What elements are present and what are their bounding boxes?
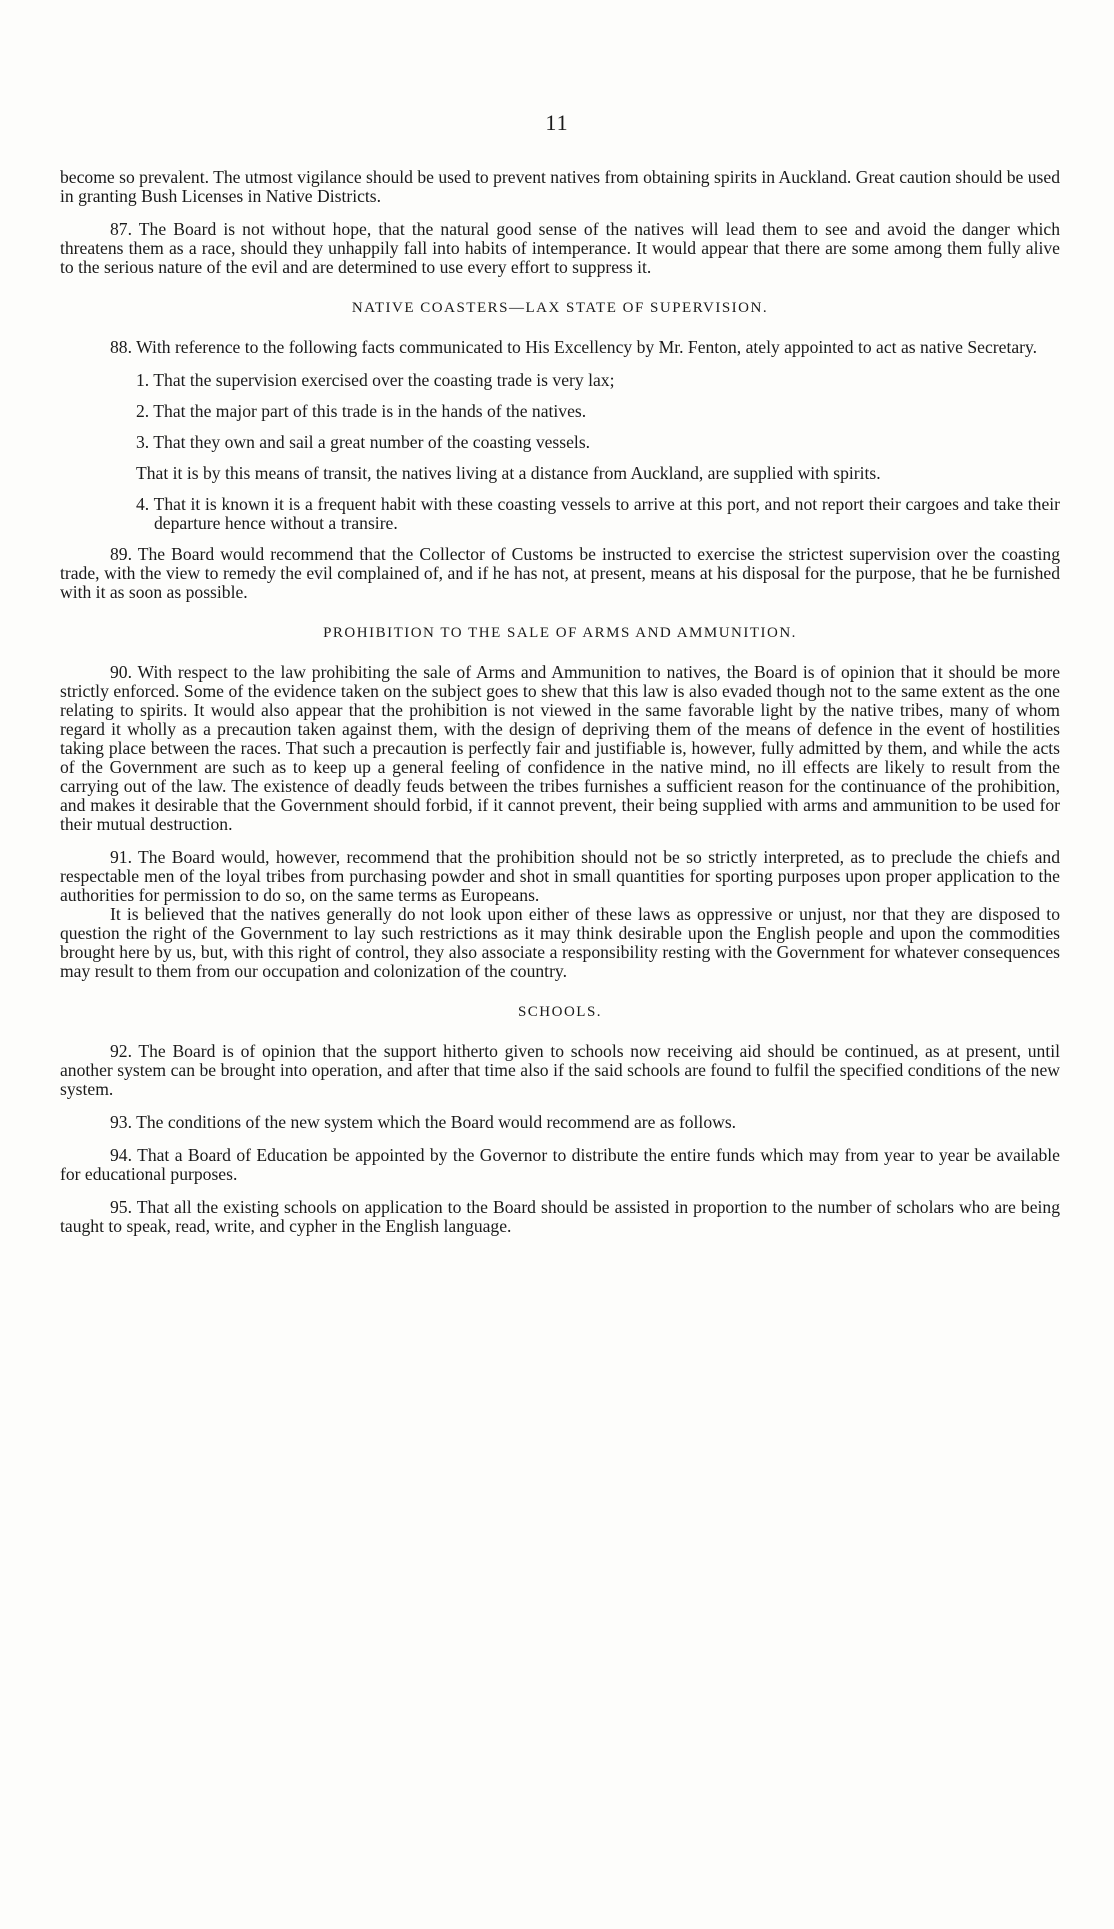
section-heading-arms-ammunition: PROHIBITION TO THE SALE OF ARMS AND AMMUNITION. — [323, 625, 797, 641]
list-item-4: 4. That it is known it is a frequent habit with these coasting vessels to arrive at this port, and not report their cargoes and take their departure hence without a transire. — [136, 494, 1060, 533]
document-body — [60, 168, 1060, 1250]
list-item-transit: That it is by this means of transit, the natives living at a distance from Auckland, are supplied with spirits. — [136, 463, 881, 483]
paragraph-93: 93. The conditions of the new system which the Board would recommend are as follows. — [110, 1112, 737, 1132]
paragraph-86-continuation: become so prevalent. The utmost vigilance should be used to prevent natives from obtaining spirits in Auckland. Great caution should be used in granting Bush Licenses in Native Districts. — [60, 167, 1060, 206]
paragraph-92: 92. The Board is of opinion that the support hitherto given to schools now receiving aid should be continued, as at present, until another system can be brought into operation, and after that time also if the said schools are found to fulfil the specified conditions of the new system. — [60, 1041, 1060, 1099]
paragraph-94: 94. That a Board of Education be appointed by the Governor to distribute the entire funds which may from year to year be available for educational purposes. — [60, 1145, 1060, 1184]
list-item-1: 1. That the supervision exercised over the coasting trade is very lax; — [136, 370, 615, 390]
paragraph-88: 88. With reference to the following facts communicated to His Excellency by Mr. Fenton, ately appointed to act as native Secretary. — [110, 337, 1038, 357]
paragraph-91-continuation: It is believed that the natives generally do not look upon either of these laws as oppressive or unjust, nor that they are disposed to question the right of the Government to lay such restrictions as it may think desirable upon the English people and upon the commodities brought here by us, but, with this right of control, they also associate a responsibility resting with the Government for whatever consequences may result to them from our occupation and colonization of the country. — [60, 904, 1060, 981]
list-item-2: 2. That the major part of this trade is in the hands of the natives. — [136, 401, 587, 421]
paragraph-95: 95. That all the existing schools on application to the Board should be assisted in proportion to the number of scholars who are being taught to speak, read, write, and cypher in the English language. — [60, 1197, 1060, 1236]
list-item-3: 3. That they own and sail a great number of the coasting vessels. — [136, 432, 591, 452]
section-heading-native-coasters: NATIVE COASTERS—LAX STATE OF SUPERVISION. — [351, 300, 769, 316]
paragraph-89: 89. The Board would recommend that the Collector of Customs be instructed to exercise the strictest supervision over the coasting trade, with the view to remedy the evil complained of, and if he has not, at present, means at his disposal for the purpose, that he be furnished with it as soon as possible. — [60, 544, 1060, 602]
paragraph-90: 90. With respect to the law prohibiting the sale of Arms and Ammunition to natives, the Board is of opinion that it should be more strictly enforced. Some of the evidence taken on the subject goes to shew that this law is also evaded though not to the same extent as the one relating to spirits. It would also appear that the prohibition is not viewed in the same favorable light by the native tribes, many of whom regard it wholly as a precaution taken against them, with the design of depriving them of the means of defence in the event of hostilities taking place between the races. That such a precaution is perfectly fair and justifiable is, however, fully admitted by them, and while the acts of the Government are such as to keep up a general feeling of confidence in the native mind, no ill effects are likely to result from the carrying out of the law. The existence of deadly feuds between the tribes furnishes a sufficient reason for the continuance of the prohibition, and makes it desirable that the Government should forbid, if it cannot prevent, their being supplied with arms and ammunition to be used for their mutual destruction. — [60, 662, 1060, 834]
section-heading-schools: SCHOOLS. — [517, 1004, 603, 1020]
page-number: 11 — [545, 110, 569, 135]
paragraph-91: 91. The Board would, however, recommend that the prohibition should not be so strictly interpreted, as to preclude the chiefs and respectable men of the loyal tribes from purchasing powder and shot in small quantities for sporting purposes upon proper application to the authorities for permission to do so, on the same terms as Europeans. — [60, 847, 1060, 905]
paragraph-87: 87. The Board is not without hope, that the natural good sense of the natives will lead them to see and avoid the danger which threatens them as a race, should they unhappily fall into habits of intemperance. It would appear that there are some among them fully alive to the serious nature of the evil and are determined to use every effort to suppress it. — [60, 219, 1060, 277]
